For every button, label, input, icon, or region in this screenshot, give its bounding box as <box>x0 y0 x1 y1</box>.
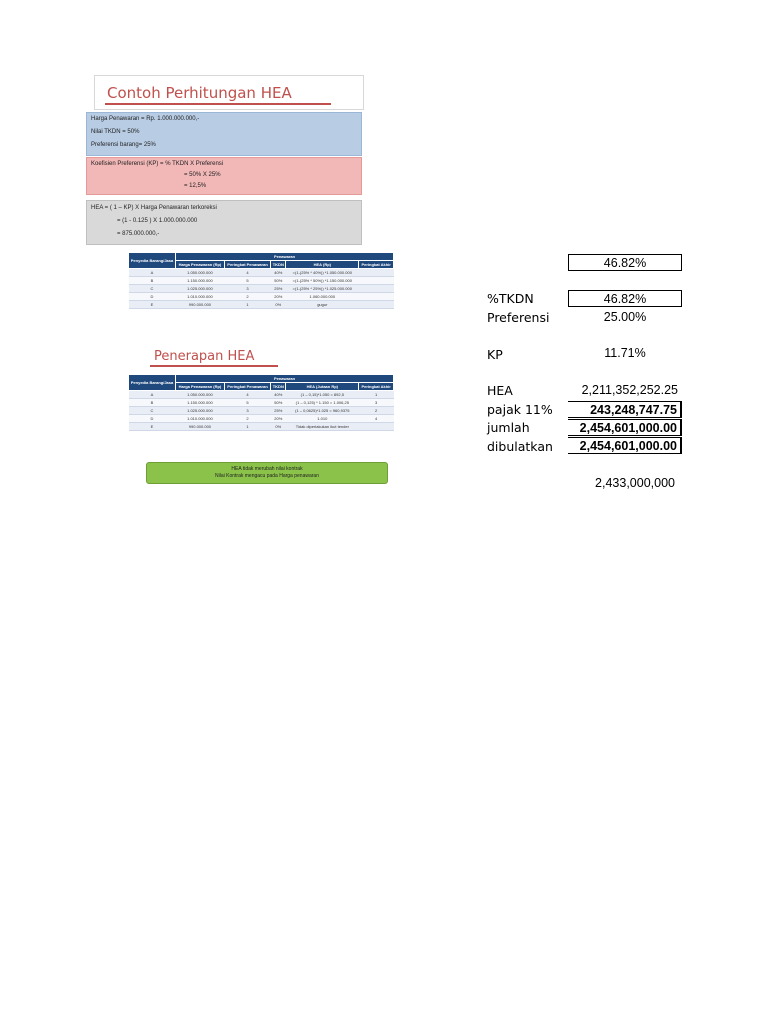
table-cell: 1.010 <box>286 415 359 423</box>
table-cell: gugur <box>286 301 359 309</box>
hea-note-banner <box>146 462 388 484</box>
table-row <box>129 293 394 301</box>
contoh-preferensi-line: Preferensi barang= 25% <box>91 142 156 148</box>
table-cell: E <box>129 301 176 309</box>
table-cell: 1.050.000.000 <box>176 269 225 277</box>
banner-line-1: HEA tidak merubah nilai kontrak <box>231 466 303 472</box>
contoh-kp-box <box>86 157 362 195</box>
table-cell: A <box>129 391 176 399</box>
dibulatkan-label: dibulatkan <box>487 439 553 454</box>
table-cell: 2 <box>224 293 270 301</box>
table-row <box>129 277 394 285</box>
t2-header-harga: Harga Penawaran (Rp) <box>176 383 225 391</box>
contoh-hea-line-3: = 875.000.000,- <box>117 231 160 237</box>
table-cell <box>359 423 394 431</box>
table-cell: 3 <box>359 399 394 407</box>
table-row <box>129 301 394 309</box>
table-cell: (1 – 0,125) * 1.150 = 1.006,25 <box>286 399 359 407</box>
table-cell <box>359 277 394 285</box>
table-cell: 1.010.000.000 <box>176 293 225 301</box>
contoh-title-box <box>94 75 364 110</box>
table-cell: 3 <box>224 407 270 415</box>
t2-group-header: Penawaran <box>176 375 394 383</box>
preferensi-value-cell[interactable]: 25.00% <box>603 310 647 324</box>
table-cell: 50% <box>271 277 286 285</box>
kp-label: KP <box>487 347 503 362</box>
banner-line-2: Nilai Kontrak mengacu pada Harga penawaran <box>215 473 319 479</box>
contoh-perhitungan-image <box>86 75 364 245</box>
dibulatkan-value-cell[interactable]: 2,454,601,000.00 <box>568 437 682 454</box>
table-cell: 4 <box>224 269 270 277</box>
table-cell: 1 <box>224 423 270 431</box>
t1-header-tkdn: TKDN <box>272 262 284 267</box>
table-cell: 20% <box>271 293 286 301</box>
table-cell: Tidak diperlakukan ikut tender <box>286 423 359 431</box>
t1-group-header: Penawaran <box>176 253 394 261</box>
t2-header-hea: HEA (Jutaan Rp) <box>286 383 359 391</box>
hea-value-cell[interactable]: 2,211,352,252.25 <box>581 383 678 397</box>
contoh-hea-box <box>86 200 362 245</box>
table-cell <box>359 293 394 301</box>
table-cell: B <box>129 277 176 285</box>
table-row <box>129 285 394 293</box>
contoh-kp-line-2: = 50% X 25% <box>184 172 221 178</box>
table-cell: B <box>129 399 176 407</box>
tkdn-value-cell[interactable]: 46.82% <box>568 290 682 307</box>
contoh-tkdn-line: Nilai TKDN = 50% <box>91 129 140 135</box>
table-cell: =(1-(25% * 50%)) *1.150.000.000 <box>286 277 359 285</box>
top-value-cell[interactable]: 46.82% <box>568 254 682 271</box>
table-row <box>129 423 394 431</box>
t1-header-harga: Harga Penawaran (Rp) <box>176 261 225 269</box>
table-cell: 3 <box>224 285 270 293</box>
table-cell: 1.050.000.000 <box>176 391 225 399</box>
table-cell: 4 <box>224 391 270 399</box>
t1-header-peringkat-akhir: Peringkat Akhir <box>359 261 394 269</box>
table-cell <box>359 301 394 309</box>
pajak-value-cell[interactable]: 243,248,747.75 <box>568 401 682 418</box>
table-cell: 990.000.000 <box>176 301 225 309</box>
table-cell: =(1-(25% * 25%)) *1.025.000.000 <box>286 285 359 293</box>
contoh-kp-line-1: Koefisien Preferensi (KP) = % TKDN X Preferensi <box>91 161 224 167</box>
t2-header-peringkat: Peringkat Penawaran <box>224 383 270 391</box>
table-cell: C <box>129 285 176 293</box>
table-cell: C <box>129 407 176 415</box>
contoh-kp-line-3: = 12,5% <box>184 183 207 189</box>
penerapan-title: Penerapan HEA <box>154 349 255 364</box>
contoh-title-underline <box>105 103 331 105</box>
contoh-hea-line-2: = (1 - 0.125 ) X 1.000.000.000 <box>117 218 198 224</box>
table-cell: 5 <box>224 277 270 285</box>
kp-value-cell[interactable]: 11.71% <box>604 346 646 360</box>
preferensi-label: Preferensi <box>487 310 550 325</box>
hea-label: HEA <box>487 383 513 398</box>
table-cell: A <box>129 269 176 277</box>
table-cell: 25% <box>271 285 286 293</box>
table-cell: 1 <box>359 391 394 399</box>
contoh-harga-line: Harga Penawaran = Rp. 1.000.000.000,- <box>91 116 200 122</box>
table-row <box>129 415 394 423</box>
t1-header-peringkat: Peringkat Penawaran <box>224 261 270 269</box>
table-cell: 1 <box>224 301 270 309</box>
table-cell: 990.000.000 <box>176 423 225 431</box>
penerapan-title-underline <box>150 365 278 367</box>
contoh-input-box <box>86 112 362 156</box>
bottom-value-cell[interactable]: 2,433,000,000 <box>595 476 675 490</box>
table-cell: 0% <box>271 423 286 431</box>
table-cell: 40% <box>271 269 286 277</box>
jumlah-value-cell[interactable]: 2,454,601,000.00 <box>568 419 682 436</box>
table-cell: 1.150.000.000 <box>176 399 225 407</box>
table-cell <box>359 269 394 277</box>
table-cell: 20% <box>271 415 286 423</box>
table-cell: E <box>129 423 176 431</box>
t2-header-peringkat-akhir: Peringkat Akhir <box>359 383 394 391</box>
tkdn-label: %TKDN <box>487 291 534 306</box>
table-row <box>129 407 394 415</box>
table-cell: 1.010.000.000 <box>176 415 225 423</box>
table-cell: 2 <box>359 407 394 415</box>
table-cell: 0% <box>271 301 286 309</box>
hea-table-1 <box>128 252 394 309</box>
table-cell: D <box>129 415 176 423</box>
table-cell: 1.025.000.000 <box>176 285 225 293</box>
table-cell: 2 <box>224 415 270 423</box>
table-cell <box>359 285 394 293</box>
table-cell: 1.025.000.000 <box>176 407 225 415</box>
penerapan-hea-image <box>128 252 394 484</box>
table-cell: =(1-(25% * 40%)) *1.050.000.000 <box>286 269 359 277</box>
contoh-title: Contoh Perhitungan HEA <box>107 84 292 102</box>
t2-header-penyedia: Penyedia Barang/Jasa <box>129 375 176 391</box>
table-cell: 1.150.000.000 <box>176 277 225 285</box>
table-cell: 4 <box>359 415 394 423</box>
table-cell: D <box>129 293 176 301</box>
contoh-hea-line-1: HEA = ( 1 – KP) X Harga Penawaran terkoreksi <box>91 205 217 211</box>
table-row <box>129 391 394 399</box>
table-cell: (1 – 0,15)*1.050 = 892,5 <box>286 391 359 399</box>
jumlah-label: jumlah <box>487 420 530 435</box>
t2-header-tkdn: TKDN <box>272 384 284 389</box>
pajak-label: pajak 11% <box>487 402 553 417</box>
t1-header-penyedia: Penyedia Barang/Jasa <box>129 253 176 269</box>
t1-header-hea: HEA (Rp) <box>286 261 359 269</box>
table-cell: 5 <box>224 399 270 407</box>
table-row <box>129 269 394 277</box>
table-cell: 1.060.000.000 <box>286 293 359 301</box>
table-cell: 25% <box>271 407 286 415</box>
table-cell: (1 – 0,0625)*1.025 = 960,9375 <box>286 407 359 415</box>
table-cell: 50% <box>271 399 286 407</box>
table-row <box>129 399 394 407</box>
table-cell: 40% <box>271 391 286 399</box>
hea-table-2 <box>128 374 394 431</box>
